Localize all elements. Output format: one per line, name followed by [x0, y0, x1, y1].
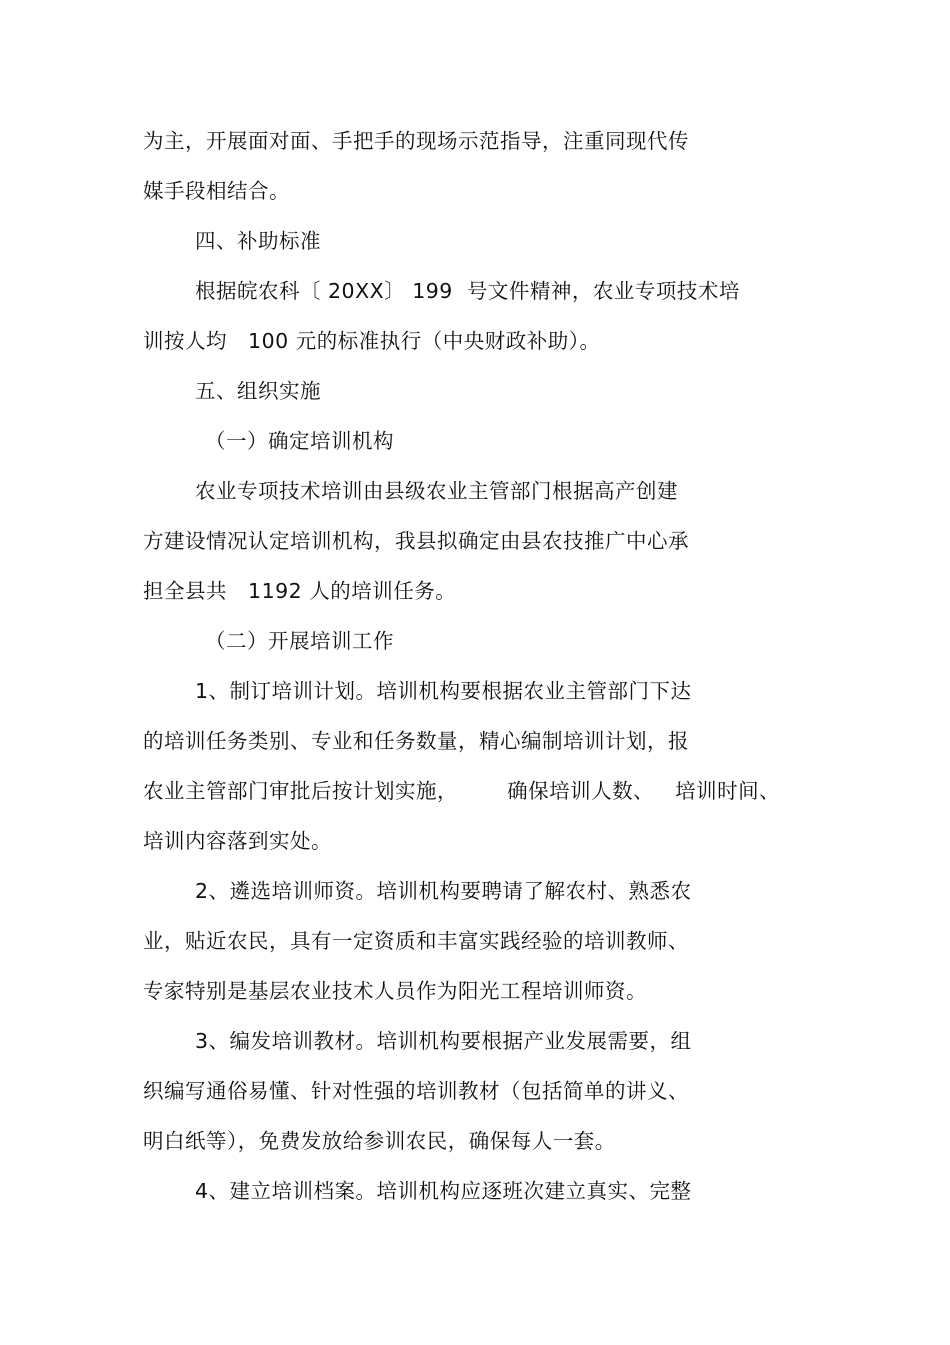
body-text-line: 农业主管部门审批后按计划实施， 确保培训人数、 培训时间、 — [143, 779, 781, 803]
subsection-heading: （一）确定培训机构 — [205, 429, 394, 453]
body-text-line: 培训内容落到实处。 — [143, 829, 332, 853]
body-text-line: 专家特别是基层农业技术人员作为阳光工程培训师资。 — [143, 979, 647, 1003]
body-text-line: 业，贴近农民，具有一定资质和丰富实践经验的培训教师、 — [143, 929, 689, 953]
section-heading: 五、组织实施 — [195, 379, 321, 403]
body-text-line: 方建设情况认定培训机构，我县拟确定由县农技推广中心承 — [143, 529, 689, 553]
body-text-line: 媒手段相结合。 — [143, 179, 290, 203]
body-text-line: 2、遴选培训师资。培训机构要聘请了解农村、熟悉农 — [195, 879, 692, 903]
body-text-line: 农业专项技术培训由县级农业主管部门根据高产创建 — [195, 479, 678, 503]
body-text-line: 织编写通俗易懂、针对性强的培训教材（包括简单的讲义、 — [143, 1079, 689, 1103]
body-text-line: 1、制订培训计划。培训机构要根据农业主管部门下达 — [195, 679, 692, 703]
subsection-heading: （二）开展培训工作 — [205, 629, 394, 653]
body-text-line: 为主，开展面对面、手把手的现场示范指导，注重同现代传 — [143, 129, 689, 153]
body-text-line: 的培训任务类别、专业和任务数量，精心编制培训计划，报 — [143, 729, 689, 753]
body-text-line: 根据皖农科〔 20XX〕 199 号文件精神，农业专项技术培 — [195, 279, 740, 303]
section-heading: 四、补助标准 — [195, 229, 321, 253]
body-text-line: 4、建立培训档案。培训机构应逐班次建立真实、完整 — [195, 1179, 692, 1203]
body-text-line: 训按人均 100 元的标准执行（中央财政补助）。 — [143, 329, 601, 353]
body-text-line: 3、编发培训教材。培训机构要根据产业发展需要，组 — [195, 1029, 692, 1053]
body-text-line: 担全县共 1192 人的培训任务。 — [143, 579, 457, 603]
body-text-line: 明白纸等），免费发放给参训农民，确保每人一套。 — [143, 1129, 616, 1153]
